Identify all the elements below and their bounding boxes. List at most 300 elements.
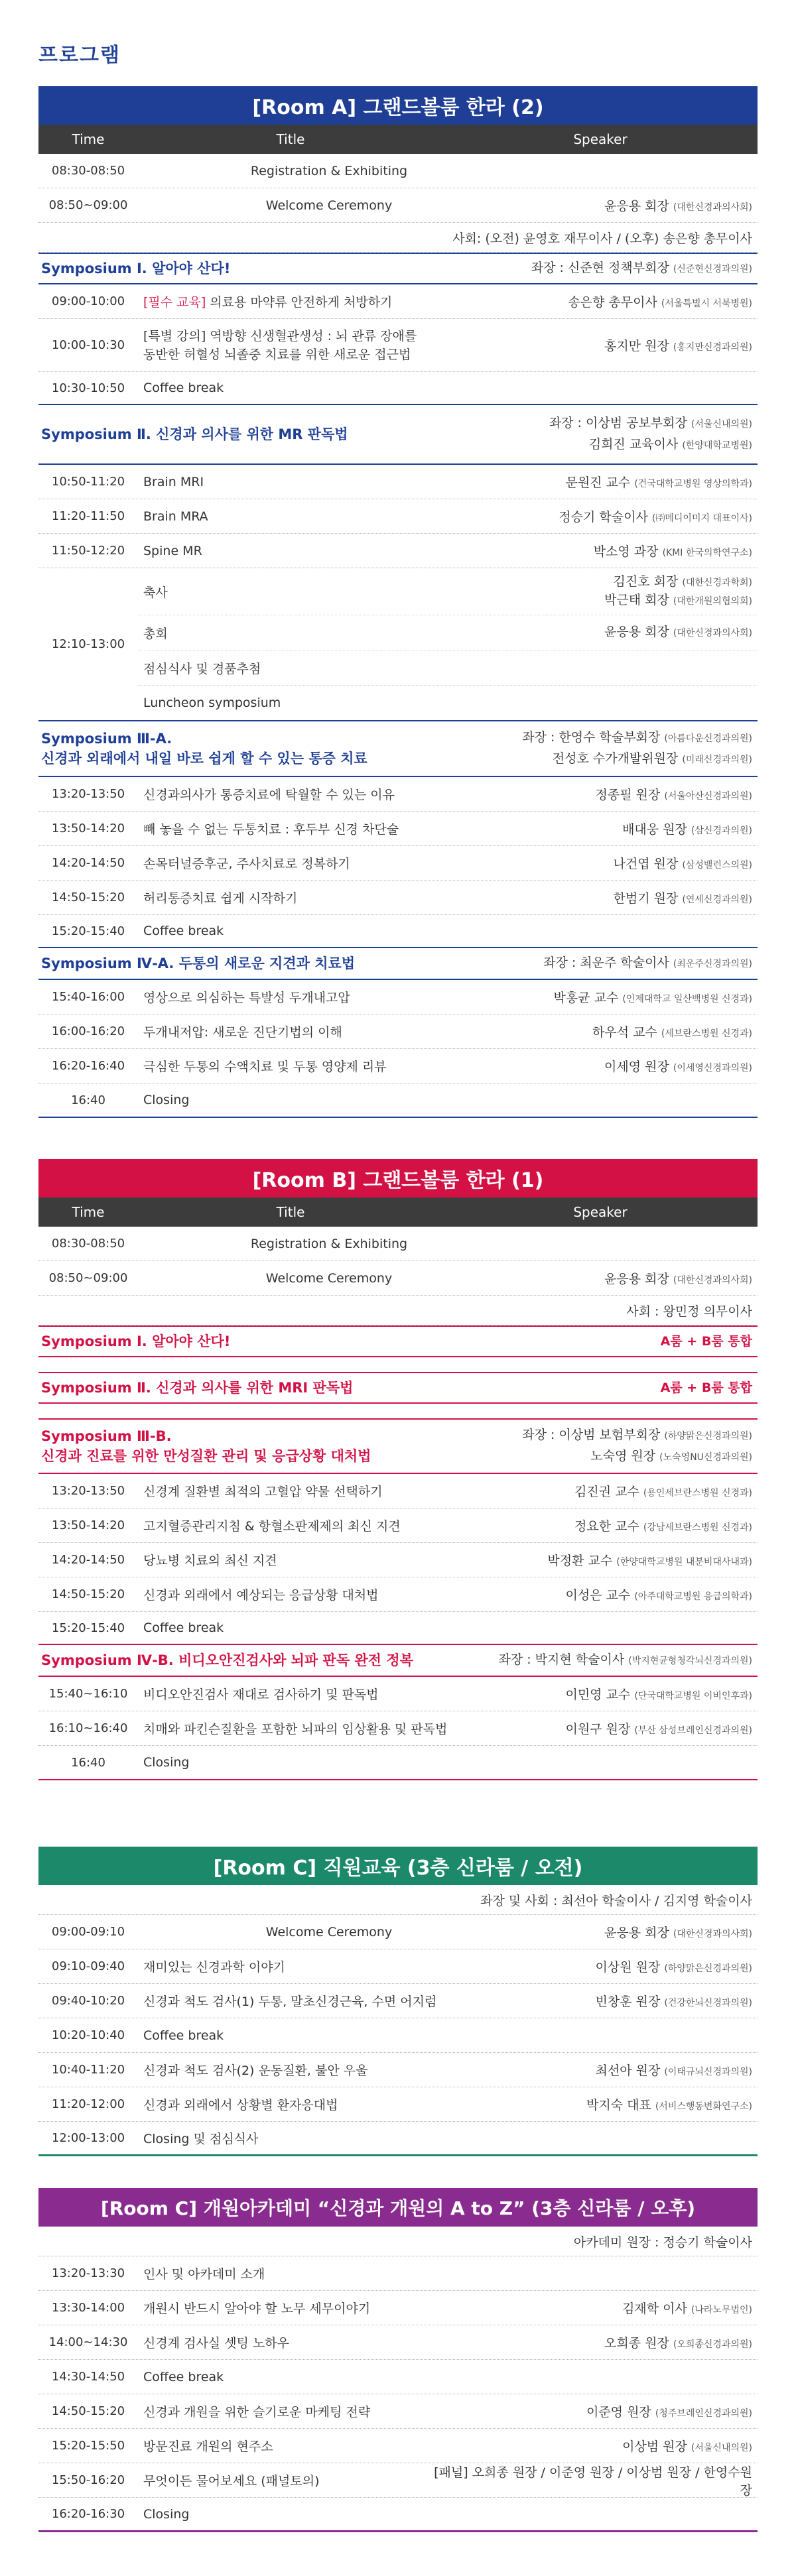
row-speaker [515,1551,758,1569]
row-title: Spine MR [143,543,202,558]
speaker-affiliation: (대한신경과의사회) [673,1275,752,1286]
row-speaker [515,336,758,354]
row-time: 15:20-15:50 [51,2439,125,2453]
symposium-title: Symposium Ⅰ. 알아야 산다! [41,261,231,276]
row-speaker [515,623,758,642]
row-speaker [515,1585,758,1603]
row-title-line: 동반한 허혈성 뇌졸중 치료를 위한 새로운 접근법 [143,347,411,362]
symposium-note: A룸 + B룸 통합 [660,1380,752,1395]
table-row [38,1543,758,1577]
row-title: Registration & Exhibiting [250,1236,408,1251]
row-time: 11:50-12:20 [51,544,125,558]
symposium-header [38,1418,758,1474]
speaker-affiliation: (대한신경과의사회) [673,1929,752,1939]
speaker-name: 윤응용 회장 [604,1272,669,1286]
symposium-title: Symposium Ⅰ. 알아야 산다! [41,1333,231,1349]
symposium-header [38,721,758,777]
row-title: 당뇨병 치료의 최신 지견 [143,1554,277,1568]
speaker-affiliation: (인제대학교 일산백병원 신경과) [622,994,752,1005]
speaker-name: 윤응용 회장 [604,625,669,639]
table-row [38,1227,758,1261]
speaker-affiliation: (한양대학교병원 내분비대사내과) [616,1557,752,1567]
row-title-text: 의료용 마약류 안전하게 처방하기 [206,295,393,310]
row-speaker [515,2095,758,2113]
row-time: 16:40 [71,1093,105,1107]
row-time: 15:50-16:20 [51,2473,125,2487]
row-time: 16:20-16:30 [51,2507,125,2521]
speaker-name: 김재학 이사 [622,2301,687,2316]
row-time: 09:00-10:00 [51,294,125,308]
row-time: 14:50-15:20 [51,1587,125,1601]
table-row [38,154,758,188]
room-a-table-header [38,125,758,154]
symposium-title: Symposium Ⅳ-B. 비디오안진검사와 뇌파 판독 완전 정복 [41,1652,413,1668]
speaker-name: 김진호 회장 [613,574,679,589]
list-item [138,686,758,720]
header-time: Time [72,131,105,147]
table-row [38,1261,758,1296]
symposium-header [38,253,758,284]
room-c-staff-moderator: 좌장 및 사회 : 최선아 학술이사 / 김지영 학술이사 [38,1885,758,1915]
symposium-title [38,1426,522,1466]
row-title: 신경과 외래에서 상황별 환자응대법 [143,2098,338,2113]
chair-affiliation: (아름다운신경과의원) [664,733,752,744]
speaker-name: 박홍균 교수 [553,991,619,1005]
row-speaker [515,473,758,491]
speaker-affiliation: (나라노무법인) [691,2305,752,2315]
table-row [38,2087,758,2122]
row-speaker [515,988,758,1006]
row-speaker [515,573,758,610]
row-time: 14:20-14:50 [51,856,125,870]
row-time: 08:30-08:50 [51,1237,125,1251]
chair-name: 좌장 : 최운주 학술이사 [543,955,669,970]
row-speaker [515,854,758,872]
row-title: 재미있는 신경과학 이야기 [143,1960,285,1975]
speaker-name: 정승기 학술이사 [559,510,648,524]
speaker-name: 박근태 회장 [604,593,669,607]
chair-name: 전성호 수가개발위원장 [552,751,679,766]
speaker-affiliation: (대한신경과의사회) [673,628,752,639]
speaker-name: 하우석 교수 [592,1025,657,1040]
symposium-title: Symposium Ⅱ. 신경과 의사를 위한 MRI 판독법 [41,1380,354,1396]
room-b-section [38,1159,758,1780]
table-row [38,915,758,948]
speaker-name: 오희종 원장 [604,2336,669,2351]
row-speaker [515,1516,758,1534]
row-time: 13:50-14:20 [51,1518,125,1532]
header-time: Time [72,1204,105,1220]
table-row [38,2018,758,2053]
speaker-name: 이상원 원장 [595,1960,661,1975]
speaker-name: 최선아 원장 [595,2063,661,2078]
symposium-title [38,729,522,768]
row-title: Brain MRA [143,509,208,524]
row-title [138,327,515,364]
row-speaker [515,2333,758,2351]
table-row [38,2463,758,2498]
speaker-affiliation: (서울특별시 서북병원) [661,298,752,309]
row-speaker [515,2402,758,2420]
row-title: Luncheon symposium [143,696,281,710]
row-time: 16:00-16:20 [51,1024,125,1038]
row-title-line: [특별 강의] 역방향 신생혈관생성 : 뇌 관류 장애를 [143,328,417,343]
symposium-chair [498,1650,758,1671]
table-row [38,2122,758,2156]
room-b-table-header [38,1197,758,1227]
table-row [38,534,758,568]
row-title: 신경계 질환별 최적의 고혈압 약물 선택하기 [143,1485,383,1499]
row-speaker [515,820,758,837]
row-title: Coffee break [143,2369,224,2384]
row-title: Welcome Ceremony [265,1924,393,1939]
speaker-affiliation: (서울신내의원) [691,2443,752,2453]
speaker-name: 이민영 교수 [565,1687,631,1702]
symposium-chair [522,727,758,770]
row-time: 08:50~09:00 [48,198,128,212]
speaker-name: 문원진 교수 [565,475,631,490]
chair-affiliation: (미래신경과의원) [682,755,752,765]
header-speaker: Speaker [573,131,628,147]
speaker-affiliation: (청주브레인신경과의원) [655,2408,752,2419]
row-time: 15:40-16:00 [51,990,125,1004]
row-speaker [515,785,758,803]
row-title: Closing [143,1093,190,1107]
symposium-note: A룸 + B룸 통합 [660,1334,752,1349]
row-time: 11:20-12:00 [51,2097,125,2111]
row-speaker [515,1957,758,1975]
symposium-header [38,1372,758,1404]
speaker-affiliation: (서비스행동변화연구소) [655,2101,752,2112]
room-b-moderator: 사회 : 왕민정 의무이사 [38,1296,758,1325]
chair-affiliation: (하양맑은신경과의원) [664,1431,752,1441]
speaker-affiliation: (삼성밸런스의원) [682,860,752,871]
header-title: Title [276,131,305,147]
speaker-name: 김진권 교수 [574,1485,639,1499]
speaker-affiliation: (서울아산신경과의원) [664,791,752,802]
speaker-name: 박정환 교수 [547,1554,613,1568]
row-title: Coffee break [143,381,224,395]
room-c-academy-section [38,2188,758,2532]
speaker-affiliation: (건국대학교병원 영상의학과) [634,479,752,489]
speaker-affiliation: (대한개원의협의회) [673,596,752,607]
row-title: Coffee break [143,1621,224,1635]
room-a-banner: [Room A] 그랜드볼룸 한라 (2) [38,86,758,125]
table-row [38,2325,758,2360]
row-time: 16:40 [71,1755,105,1770]
row-title: 인사 및 아카데미 소개 [143,2267,265,2282]
row-title: Closing [143,1755,190,1770]
speaker-affiliation: (단국대학교병원 이비인후과) [634,1691,752,1701]
row-speaker [515,2061,758,2079]
chair-name: 좌장 : 이상범 보험부회장 [522,1428,661,1442]
chair-affiliation: (노숙영NU신경과의원) [659,1452,752,1463]
table-row [38,319,758,372]
row-speaker [515,1923,758,1941]
symposium-chair [543,953,758,974]
row-title: Brain MRI [143,474,204,489]
speaker-name: 배대웅 원장 [622,822,687,837]
table-row [38,1984,758,2018]
table-row [38,2394,758,2429]
speaker-name: 홍지만 원장 [604,339,669,353]
table-row [38,1711,758,1746]
speaker-name: 이세영 원장 [604,1060,669,1074]
list-item [138,615,758,650]
speaker-affiliation: (이태규뇌신경과의원) [664,2067,752,2077]
speaker-name: 이상범 원장 [622,2439,687,2454]
row-title: 영상으로 의심하는 특발성 두개내고압 [143,991,350,1005]
table-row [38,812,758,846]
row-title: 신경과 척도 검사(1) 두통, 말초신경근육, 수면 어지럼 [143,1994,437,2009]
symposium-title-line: Symposium Ⅲ-B. [41,1428,172,1444]
row-title: 방문진료 개원의 현주소 [143,2439,273,2454]
chair-affiliation: (서울신내의원) [691,419,752,430]
speaker-affiliation: (㈜메디이미지 대표이사) [651,513,752,524]
speaker-name: 박소영 과장 [593,544,659,559]
row-time: 16:10~16:40 [48,1721,128,1735]
row-time: 10:00-10:30 [51,338,125,352]
row-title: Closing [143,2506,190,2522]
symposium-title-line: Symposium Ⅲ-A. [41,731,172,747]
row-title [138,292,515,310]
row-time: 12:10-13:00 [51,637,125,651]
row-title: 두개내저압: 새로운 진단기법의 이해 [143,1025,342,1040]
table-row [38,1474,758,1508]
row-title: 신경과 외래에서 예상되는 응급상황 대처법 [143,1588,379,1603]
row-speaker [515,2437,758,2455]
table-row [38,2053,758,2087]
row-time: 15:20-15:40 [51,924,125,938]
chair-name: 좌장 : 신준현 정책부회장 [531,261,669,275]
speaker-name: 나건엽 원장 [613,857,679,871]
chair-name: 좌장 : 박지현 학술이사 [498,1652,625,1667]
speaker-affiliation: (대한신경과학회) [682,578,752,588]
room-c-academy-moderator: 아카데미 원장 : 정승기 학술이사 [38,2227,758,2256]
row-time: 10:20-10:40 [51,2028,125,2042]
speaker-affiliation: (이세영신경과의원) [673,1063,752,1073]
row-speaker [515,1269,758,1287]
speaker-affiliation: (아주대학교병원 응급의학과) [634,1591,752,1602]
row-speaker [515,1482,758,1500]
lunch-items [138,568,758,720]
row-title: Closing 및 점심식사 [143,2132,259,2146]
row-title: Coffee break [143,924,224,938]
row-title: 무엇이든 물어보세요 (패널토의) [143,2474,320,2488]
chair-affiliation: (박지현균형청각뇌신경과의원) [628,1656,752,1666]
row-time: 15:40~16:10 [48,1687,128,1701]
row-title: 개원시 반드시 알아야 할 노무 세무이야기 [143,2301,371,2316]
row-time: 12:00-13:00 [51,2131,125,2145]
row-title: 고지혈증관리지침 & 항혈소판제제의 최신 지견 [143,1519,401,1534]
list-item [138,568,758,615]
room-b-banner: [Room B] 그랜드볼룸 한라 (1) [38,1159,758,1197]
symposium-title: Symposium Ⅱ. 신경과 의사를 위한 MR 판독법 [41,426,348,442]
row-time: 14:30-14:50 [51,2370,125,2384]
room-c-staff-section [38,1847,758,2156]
symposium-header [38,1645,758,1677]
table-row [38,980,758,1014]
symposium-chair [531,258,758,279]
table-row [38,1014,758,1049]
table-row [38,2498,758,2532]
row-speaker [515,292,758,310]
speaker-name: 이성은 교수 [565,1588,631,1603]
row-time: 13:50-14:20 [51,822,125,835]
mandatory-tag: [필수 교육] [143,295,206,310]
chair-name: 좌장 : 이상범 공보부회장 [549,416,687,430]
chair-name: 김희진 교육이사 [588,437,679,452]
speaker-affiliation: (오희종신경과의원) [673,2339,752,2350]
table-row [38,1577,758,1612]
row-time: 15:20-15:40 [51,1621,125,1635]
speaker-name: 송은향 총무이사 [568,295,657,310]
row-time: 09:00-09:10 [51,1925,125,1939]
row-speaker [515,1992,758,2010]
row-title: 점심식사 및 경품추첨 [143,661,261,676]
symposium-header [38,948,758,980]
speaker-name: 박지숙 대표 [586,2098,651,2113]
speaker-name: 한범기 원장 [613,891,679,906]
speaker-name: 빈창훈 원장 [595,1994,661,2009]
symposium-title: Symposium Ⅳ-A. 두통의 새로운 지견과 치료법 [41,955,356,971]
symposium-chair [549,413,758,456]
row-title: 신경과의사가 통증치료에 탁월할 수 있는 이유 [143,788,395,802]
table-row [38,881,758,915]
table-row [38,1612,758,1645]
chair-name: 좌장 : 한영수 학술부회장 [522,730,661,745]
row-title: 신경계 검사실 셋팅 노하우 [143,2336,290,2351]
row-time: 10:50-11:20 [51,475,125,489]
row-time: 10:30-10:50 [51,381,125,395]
table-row [38,1083,758,1118]
chair-affiliation: (최운주신경과의원) [673,959,752,969]
speaker-name: 이준영 원장 [586,2405,651,2420]
row-title: 비디오안진검사 재대로 검사하기 및 판독법 [143,1687,379,1702]
speaker-affiliation: (KMI 한국의학연구소) [662,548,752,558]
symposium-title-line: 신경과 외래에서 내일 바로 쉽게 할 수 있는 통증 치료 [41,751,367,767]
page-title: 프로그램 [38,44,121,67]
row-time: 13:30-14:00 [51,2301,125,2315]
speaker-name: 정종필 원장 [595,788,661,802]
table-row [38,1949,758,1984]
speaker-affiliation: (세브란스병원 신경과) [661,1028,752,1039]
row-title: 총회 [143,626,168,641]
row-title: 신경과 척도 검사(2) 운동질환, 불안 우울 [143,2063,368,2078]
table-row [38,1677,758,1711]
table-row [38,1508,758,1543]
row-time: 09:40-10:20 [51,1994,125,2008]
row-title: 빼 놓을 수 없는 두통치료 : 후두부 신경 차단술 [143,822,399,837]
symposium-chair [522,1425,758,1467]
row-time: 14:50-15:20 [51,890,125,904]
row-time: 13:20-13:50 [51,787,125,801]
room-c-staff-banner: [Room C] 직원교육 (3층 신라룸 / 오전) [38,1847,758,1885]
room-a-section [38,86,758,1118]
table-row [38,2360,758,2394]
table-row [38,2256,758,2291]
row-title: 극심한 두통의 수액치료 및 두통 영양제 리뷰 [143,1060,387,1074]
speaker-affiliation: (삼신경과의원) [691,826,752,836]
row-speaker [515,542,758,560]
row-title: 축사 [143,585,168,600]
speaker-name: 이원구 원장 [565,1722,631,1737]
row-title: 신경과 개원을 위한 슬기로운 마케팅 전략 [143,2405,371,2420]
row-speaker [515,1022,758,1040]
table-row [38,846,758,881]
speaker-name: 윤응용 회장 [604,1926,669,1940]
chair-affiliation: (한양대학교병원) [682,440,752,451]
table-row [38,1746,758,1780]
header-title: Title [276,1204,305,1220]
row-speaker [515,1719,758,1737]
row-speaker [515,507,758,525]
speaker-affiliation: (연세신경과의원) [682,894,752,905]
speaker-affiliation: (부산 삼성브레인신경과의원) [634,1725,752,1736]
row-speaker [515,196,758,214]
speaker-affiliation: (하양맑은신경과의원) [664,1963,752,1974]
spacer [38,1357,758,1372]
row-time: 13:20-13:30 [51,2266,125,2280]
row-time: 14:50-15:20 [51,2404,125,2418]
row-title: 손목터널증후군, 주사치료로 정복하기 [143,857,350,871]
row-time: 16:20-16:40 [51,1059,125,1073]
speaker-affiliation: (홍지만신경과의원) [673,342,752,353]
list-item [138,650,758,686]
row-time: 14:20-14:50 [51,1553,125,1567]
chair-name: 노숙영 원장 [590,1449,656,1463]
table-row [38,465,758,499]
room-c-academy-banner: [Room C] 개원아카데미 “신경과 개원의 A to Z” (3층 신라룸 / 오후) [38,2188,758,2227]
row-time: 13:20-13:50 [51,1484,125,1498]
speaker-name: 정요한 교수 [574,1519,639,1534]
row-time: 10:40-11:20 [51,2063,125,2077]
row-time: 09:10-09:40 [51,1959,125,1973]
room-a-moderator: 사회: (오전) 윤영호 재무이사 / (오후) 송은향 총무이사 [38,223,758,253]
row-time: 14:00~14:30 [48,2335,128,2349]
row-title: Welcome Ceremony [265,198,393,213]
table-row [38,2291,758,2325]
speaker-name: 윤응용 회장 [604,199,669,214]
symposium-title-line: 신경과 진료를 위한 만성질환 관리 및 응급상황 대처법 [41,1448,371,1464]
table-row [38,188,758,223]
table-row [38,372,758,405]
table-row [38,284,758,319]
row-title: Registration & Exhibiting [250,163,408,178]
speaker-affiliation: (건강한뇌신경과의원) [664,1998,752,2008]
row-title: Welcome Ceremony [265,1270,393,1286]
row-speaker: [패널] 오희종 원장 / 이준영 원장 / 이상범 원장 / 한영수원장 [434,2465,752,2498]
row-speaker [515,2299,758,2317]
header-speaker: Speaker [573,1204,628,1220]
row-title: Coffee break [143,2028,224,2043]
row-speaker [515,1685,758,1703]
row-title: 허리통증치료 쉽게 시작하기 [143,891,298,906]
spacer [38,1404,758,1418]
table-row [38,499,758,534]
table-row [38,1049,758,1083]
row-speaker [515,1057,758,1075]
speaker-affiliation: (용인세브란스병원 신경과) [643,1488,752,1499]
symposium-header [38,1325,758,1357]
speaker-affiliation: (강남세브란스병원 신경과) [643,1522,752,1533]
row-time: 08:50~09:00 [48,1271,128,1285]
lunch-block [38,568,758,721]
row-time: 08:30-08:50 [51,164,125,178]
row-title: 치매와 파킨슨질환을 포함한 뇌파의 임상활용 및 판독법 [143,1722,448,1737]
speaker-affiliation: (대한신경과의사회) [673,202,752,213]
row-time: 11:20-11:50 [51,509,125,523]
